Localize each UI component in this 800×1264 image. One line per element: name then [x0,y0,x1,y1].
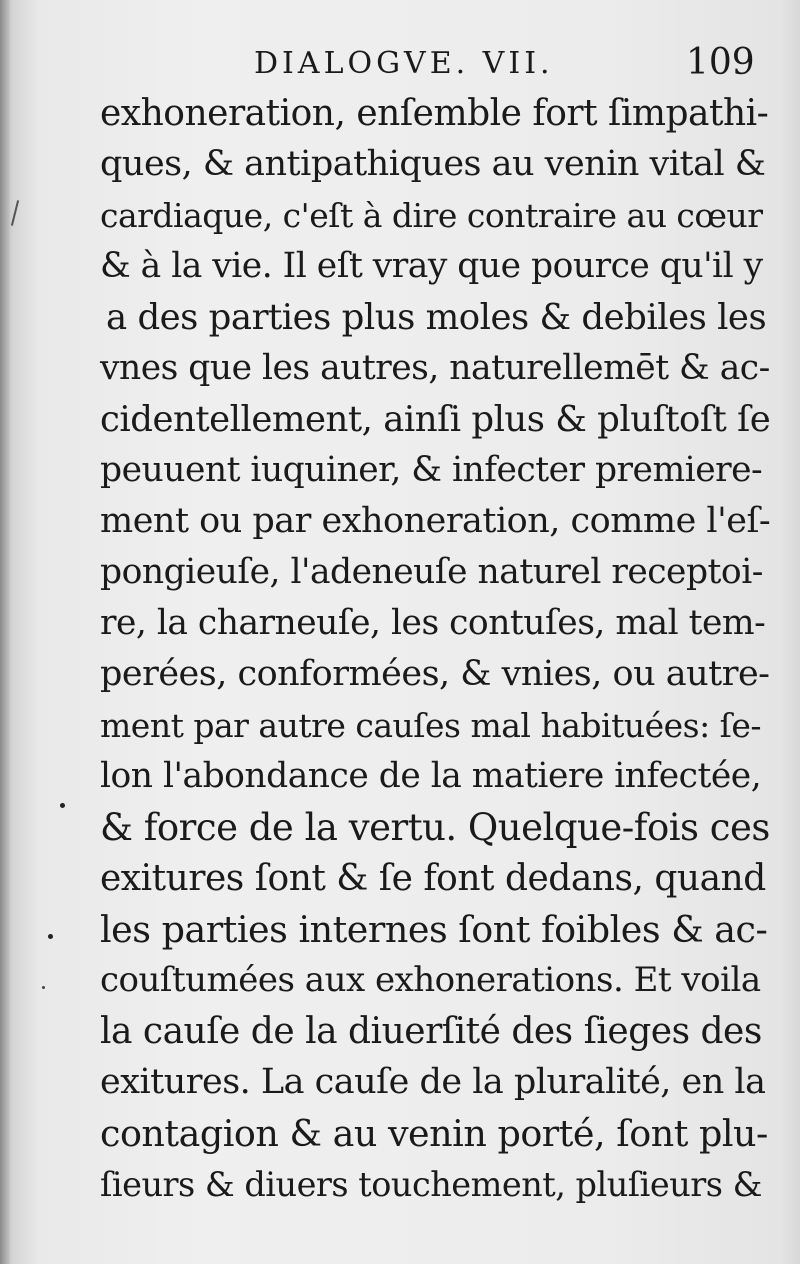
running-head: DIALOGVE. VII. [254,46,554,81]
text-line: exitures ſont & ſe font dedans, quand [100,858,766,899]
text-line: ques, & antipathiques au venin vital & [100,144,766,184]
margin-dot [48,934,53,939]
text-line: les parties internes ſont foibles & ac- [100,908,768,951]
text-line: contagion & au venin porté, ſont plu- [100,1112,768,1155]
text-line: couſtumées aux exhonerations. Et voila [100,960,761,1000]
page-gutter [0,0,10,1264]
margin-dot [60,803,65,808]
text-line: pongieuſe, l'adeneuſe naturel receptoi- [100,552,763,592]
margin-dot [42,986,45,989]
text-line: ment par autre cauſes mal habituées: ſe- [100,706,762,745]
text-line: & à la vie. Il eſt vray que pource qu'il y [100,246,763,286]
text-line: ment ou par exhoneration, comme l'eſ- [100,501,771,541]
body-text [100,88,770,1210]
page-header [0,40,800,90]
page-number: 109 [686,42,755,83]
text-line: exitures. La cauſe de la pluralité, en la [100,1062,766,1102]
text-line: a des parties plus moles & debiles les [106,297,767,338]
text-line: re, la charneuſe, les contuſes, mal tem- [100,603,766,643]
margin-mark [11,200,19,226]
text-line: perées, conformées, & vnies, ou autre- [100,654,770,694]
text-line: cardiaque, c'eſt à dire contraire au cœur [100,196,763,235]
text-line: & force de la vertu. Quelque-fois ces [100,806,770,849]
text-line: exhoneration, enſemble fort ſimpathi- [100,93,769,134]
text-line: peuuent iuquiner, & infecter premiere- [100,450,763,490]
text-line: ſieurs & diuers touchement, pluſieurs & [100,1165,762,1204]
text-line: cidentellement, ainſi plus & pluſtoſt ſe [100,399,771,440]
text-line: vnes que les autres, naturellemēt & ac- [100,348,770,388]
text-line: lon l'abondance de la matiere infectée, [100,756,762,796]
text-line: la cauſe de la diuerſité des ſieges des [100,1011,762,1052]
